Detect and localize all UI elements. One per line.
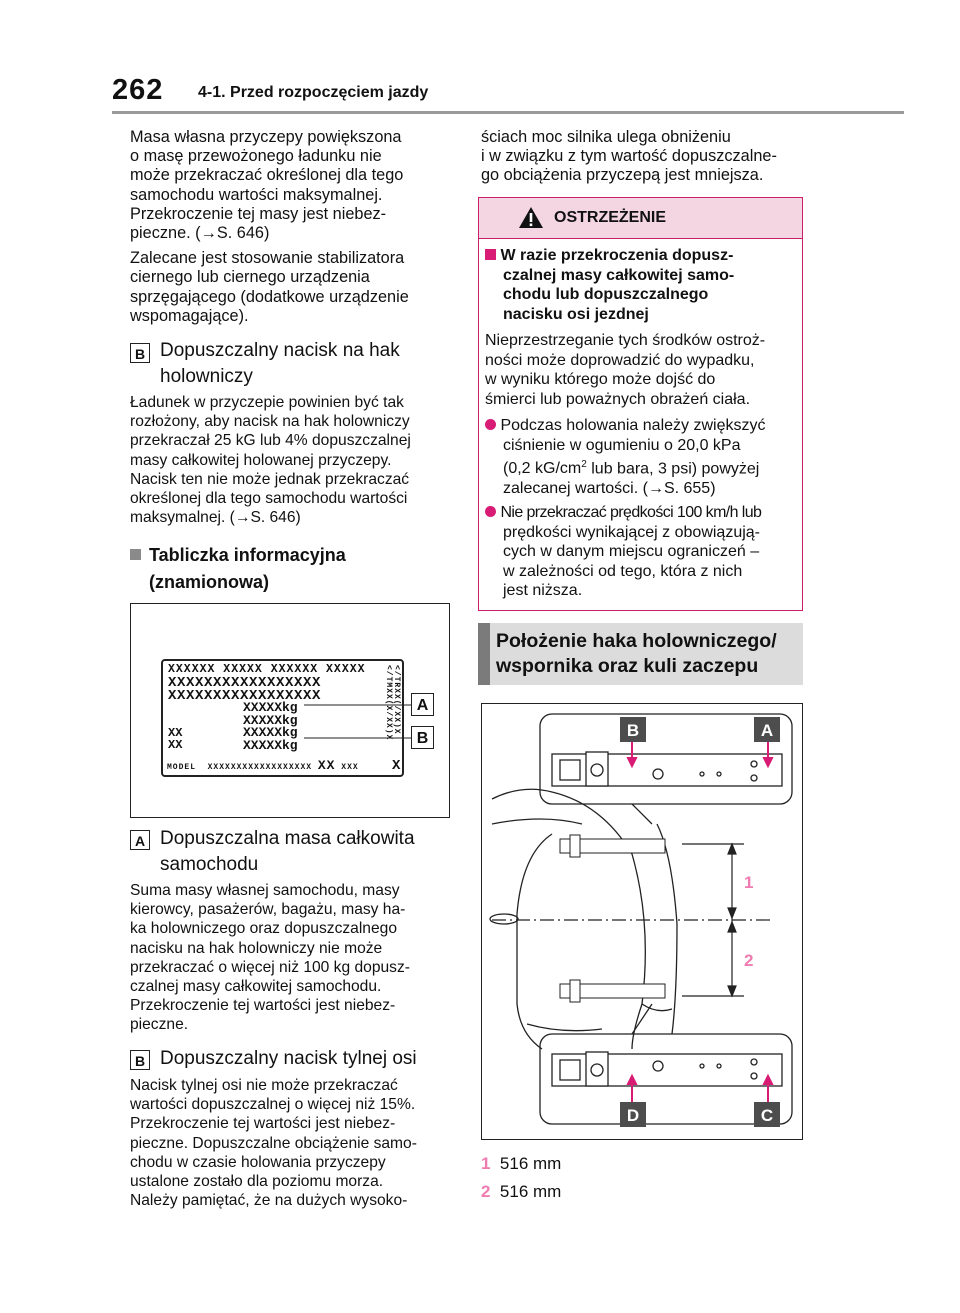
label-b-box: B (130, 343, 150, 364)
diagram-dim-1: 1 (744, 873, 754, 892)
subheading-gross-mass: Dopuszczalna masa całkowita samochodu (160, 828, 415, 875)
square-bullet-icon (485, 249, 496, 260)
warning-body: Nieprzestrzeganie tych środków ostroż- ności może doprowadzić do wypadku, w wyniku którego może dojść do śmierci lub poważnych obrażeń ciała. (485, 332, 766, 408)
measurement-item: 2 516 mm (481, 1182, 562, 1201)
measurement-item: 1 516 mm (481, 1154, 562, 1173)
hitch-position-diagram (481, 703, 803, 1140)
hitch-diagram-drawing (482, 704, 803, 1140)
warning-box (478, 197, 803, 611)
diagram-label-a: A (760, 721, 774, 740)
callout-a: A (411, 693, 434, 716)
left-column (130, 128, 460, 326)
paragraph-trailer-mass: Masa własna przyczepy powiększona o masę przewożonego ładunku nie może przekraczać określonej dla tego samochodu wartości maksymalnej. Przekroczenie tej masy jest niebez- pieczne. (→S. 646) (130, 128, 404, 243)
warning-heading: W razie przekroczenia dopusz- czalnej masy całkowitej samo- chodu lub dopuszczalnego nacisku osi jezdnej (485, 246, 734, 324)
heading-info-plate: Tabliczka informacyjna (znamionowa) (130, 542, 346, 596)
subheading-hitch-load: Dopuszczalny nacisk na hak holowniczy (160, 340, 400, 387)
paragraph-rear-axle: Nacisk tylnej osi nie może przekraczać wartości dopuszczalnej o więcej niż 15%. Przekroczenie tej wartości jest niebez- pieczne. Dopuszczalne obciążenie samo- chodu w czasie holowania przyczepy ustalone zostało dla poziomu morza. Należy pamiętać, że na dużych wysoko- (130, 1077, 417, 1210)
callout-b: B (411, 726, 434, 749)
warning-bullet-speed: Nie przekraczać prędkości 100 km/h lub prędkości wynikającej z obowiązują- cych w danym miejscu ograniczeń – w zależności od tego, która z nich jest niższa. (485, 503, 761, 601)
diagram-label-c: C (760, 1106, 774, 1125)
info-plate: XXXXXX XXXXX XXXXXX XXXXX XXXXXXXXXXXXXXXXX XXXXXXXXXXXXXXXXX XXXXXkg XXXXXkg XXXXXkg XXXXXkg XX XX </TRXX(/XX)X </TMXX(X/XX)X MODEL XXXXXXXXXXXXXXXXXX XX XXX X (161, 659, 404, 777)
page-number: 262 (112, 74, 164, 106)
paragraph-stabilizer: Zalecane jest stosowanie stabilizatora ciernego lub ciernego urządzenia sprzęgającego (dodatkowe urządzenie wspomagające). (130, 249, 409, 325)
warning-triangle-icon (518, 206, 544, 229)
plate-callout-lines (131, 604, 451, 819)
label-b2-box: B (130, 1050, 150, 1071)
bullet-dot-icon (485, 506, 496, 517)
measurements-list (481, 1150, 561, 1206)
label-a-box: A (130, 830, 150, 851)
diagram-dim-2: 2 (744, 951, 754, 970)
square-bullet-icon (130, 549, 141, 560)
bullet-dot-icon (485, 419, 496, 430)
subheading-rear-axle: Dopuszczalny nacisk tylnej osi (160, 1048, 417, 1069)
diagram-label-d: D (626, 1106, 640, 1125)
paragraph-hitch-load: Ładunek w przyczepie powinien być tak rozłożony, aby nacisk na hak holowniczy przekraczał 25 kG lub 4% dopuszczalnej masy całkowitej holowanej przyczepy. Nacisk ten nie może jednak przekraczać określonej dla tego samochodu wartości maksymalnej. (→S. 646) (130, 394, 411, 527)
section-header: 4-1. Przed rozpoczęciem jazdy (198, 84, 429, 101)
info-plate-figure (130, 603, 450, 818)
kg-rows: XXXXXkg XXXXXkg XXXXXkg XXXXXkg (243, 700, 298, 753)
header-divider (112, 111, 904, 114)
warning-bullet-tire: Podczas holowania należy zwiększyć ciśnienie w ogumieniu o 20,0 kPa (0,2 $kG/cm^2$ lub bara, 3 psi) powyżej zalecanej wartości. (→S. 655) (485, 416, 765, 498)
diagram-label-b: B (626, 721, 640, 740)
paragraph-altitude: ściach moc silnika ulega obniżeniu i w związku z tym wartość dopuszczalne- go obciążenia przyczepą jest mniejsza. (481, 128, 777, 185)
warning-header: OSTRZEŻENIE (479, 198, 802, 239)
section-title: Położenie haka holowniczego/ wspornika oraz kuli zaczepu (496, 630, 777, 677)
section-title-box (478, 623, 803, 685)
paragraph-gross-mass: Suma masy własnej samochodu, masy kierowcy, pasażerów, bagażu, masy ha- ka holowniczego oraz dopuszczalnego nacisku na hak holowniczy nie może przekraczać o więcej niż 100 kg dopusz- czalnej masy całkowitej samochodu. Przekroczenie tej wartości jest niebez- pieczne. (130, 882, 410, 1034)
